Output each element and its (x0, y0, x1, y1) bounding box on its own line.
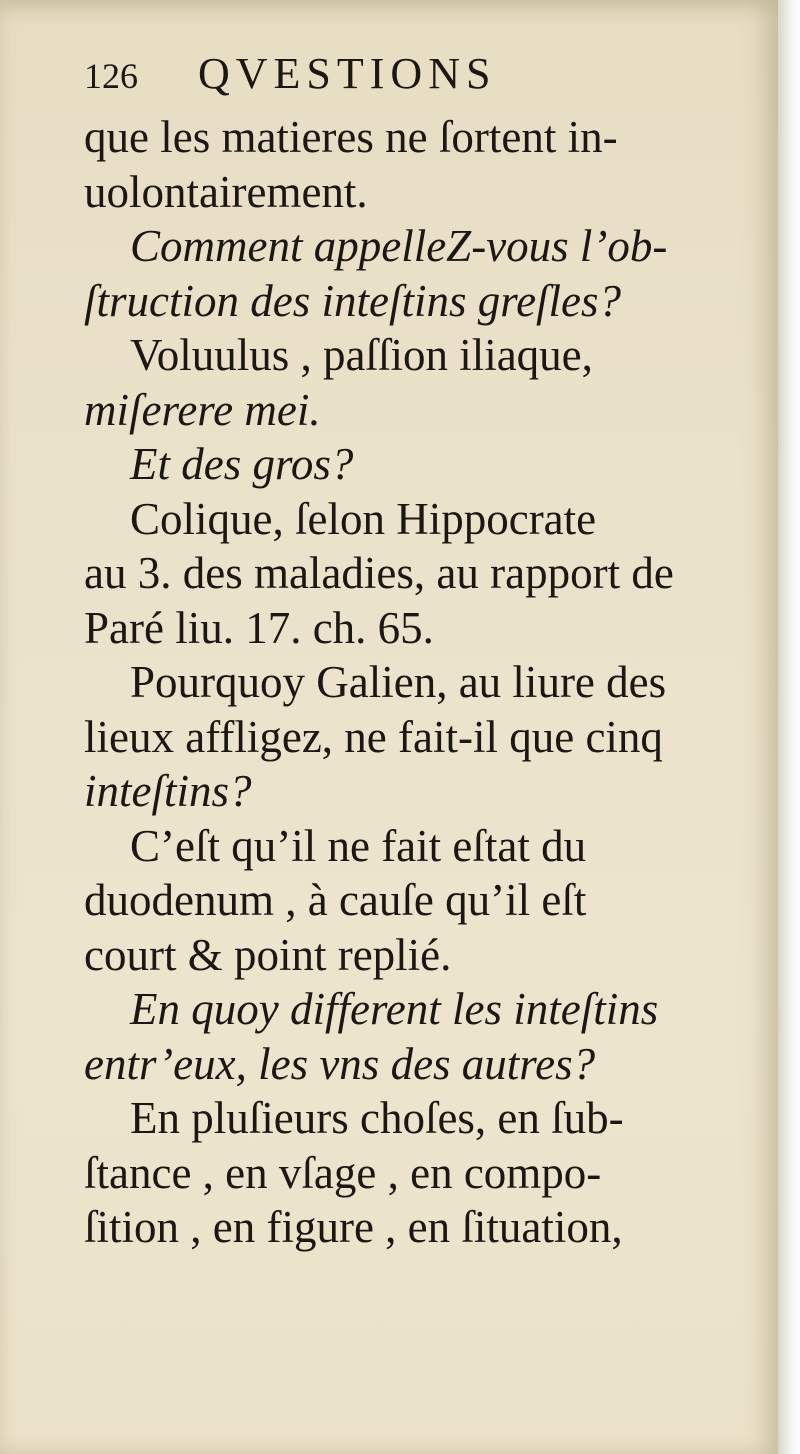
page-header (84, 48, 496, 108)
running-title: QVESTIONS (198, 49, 497, 98)
question-line: ſtruction des inteſtins greſles? (84, 275, 622, 326)
answer-line: Voluulus , paſſion iliaque, (130, 330, 593, 380)
answer-line: miſerere mei. (84, 384, 321, 435)
answer-line: En pluſieurs choſes, en ſub- (130, 1093, 624, 1143)
answer-line: court & point replié. (84, 929, 452, 980)
question-line: lieux affligez, ne fait-il que cinq (84, 711, 663, 762)
question-line: En quoy different les inteſtins (130, 984, 659, 1034)
text-line: uolontairement. (84, 166, 368, 217)
answer-line: ſtance , en vſage , en compo- (84, 1147, 602, 1198)
question-line: Pourquoy Galien, au liure des (130, 657, 667, 707)
question-line: entr’eux, les vns des autres? (84, 1038, 596, 1089)
question-line: Comment appelleZ-vous l’ob- (130, 221, 668, 271)
answer-line: ſition , en figure , en ſituation, (84, 1202, 623, 1252)
answer-line: Paré liu. 17. ch. 65. (84, 602, 434, 653)
answer-line: C’eſt qu’il ne fait eſtat du (130, 820, 587, 871)
question-line: Et des gros? (130, 439, 354, 489)
answer-line: duodenum , à cauſe qu’il eſt (84, 875, 587, 925)
page-number: 126 (84, 56, 138, 96)
answer-line: au 3. des maladies, au rapport de (84, 548, 674, 598)
body-text (84, 110, 724, 1255)
page-edge (778, 0, 800, 1454)
answer-line: Colique, ſelon Hippocrate (130, 493, 597, 544)
text-line: que les matieres ne ſortent in- (84, 112, 618, 162)
question-line: inteſtins? (84, 766, 252, 816)
